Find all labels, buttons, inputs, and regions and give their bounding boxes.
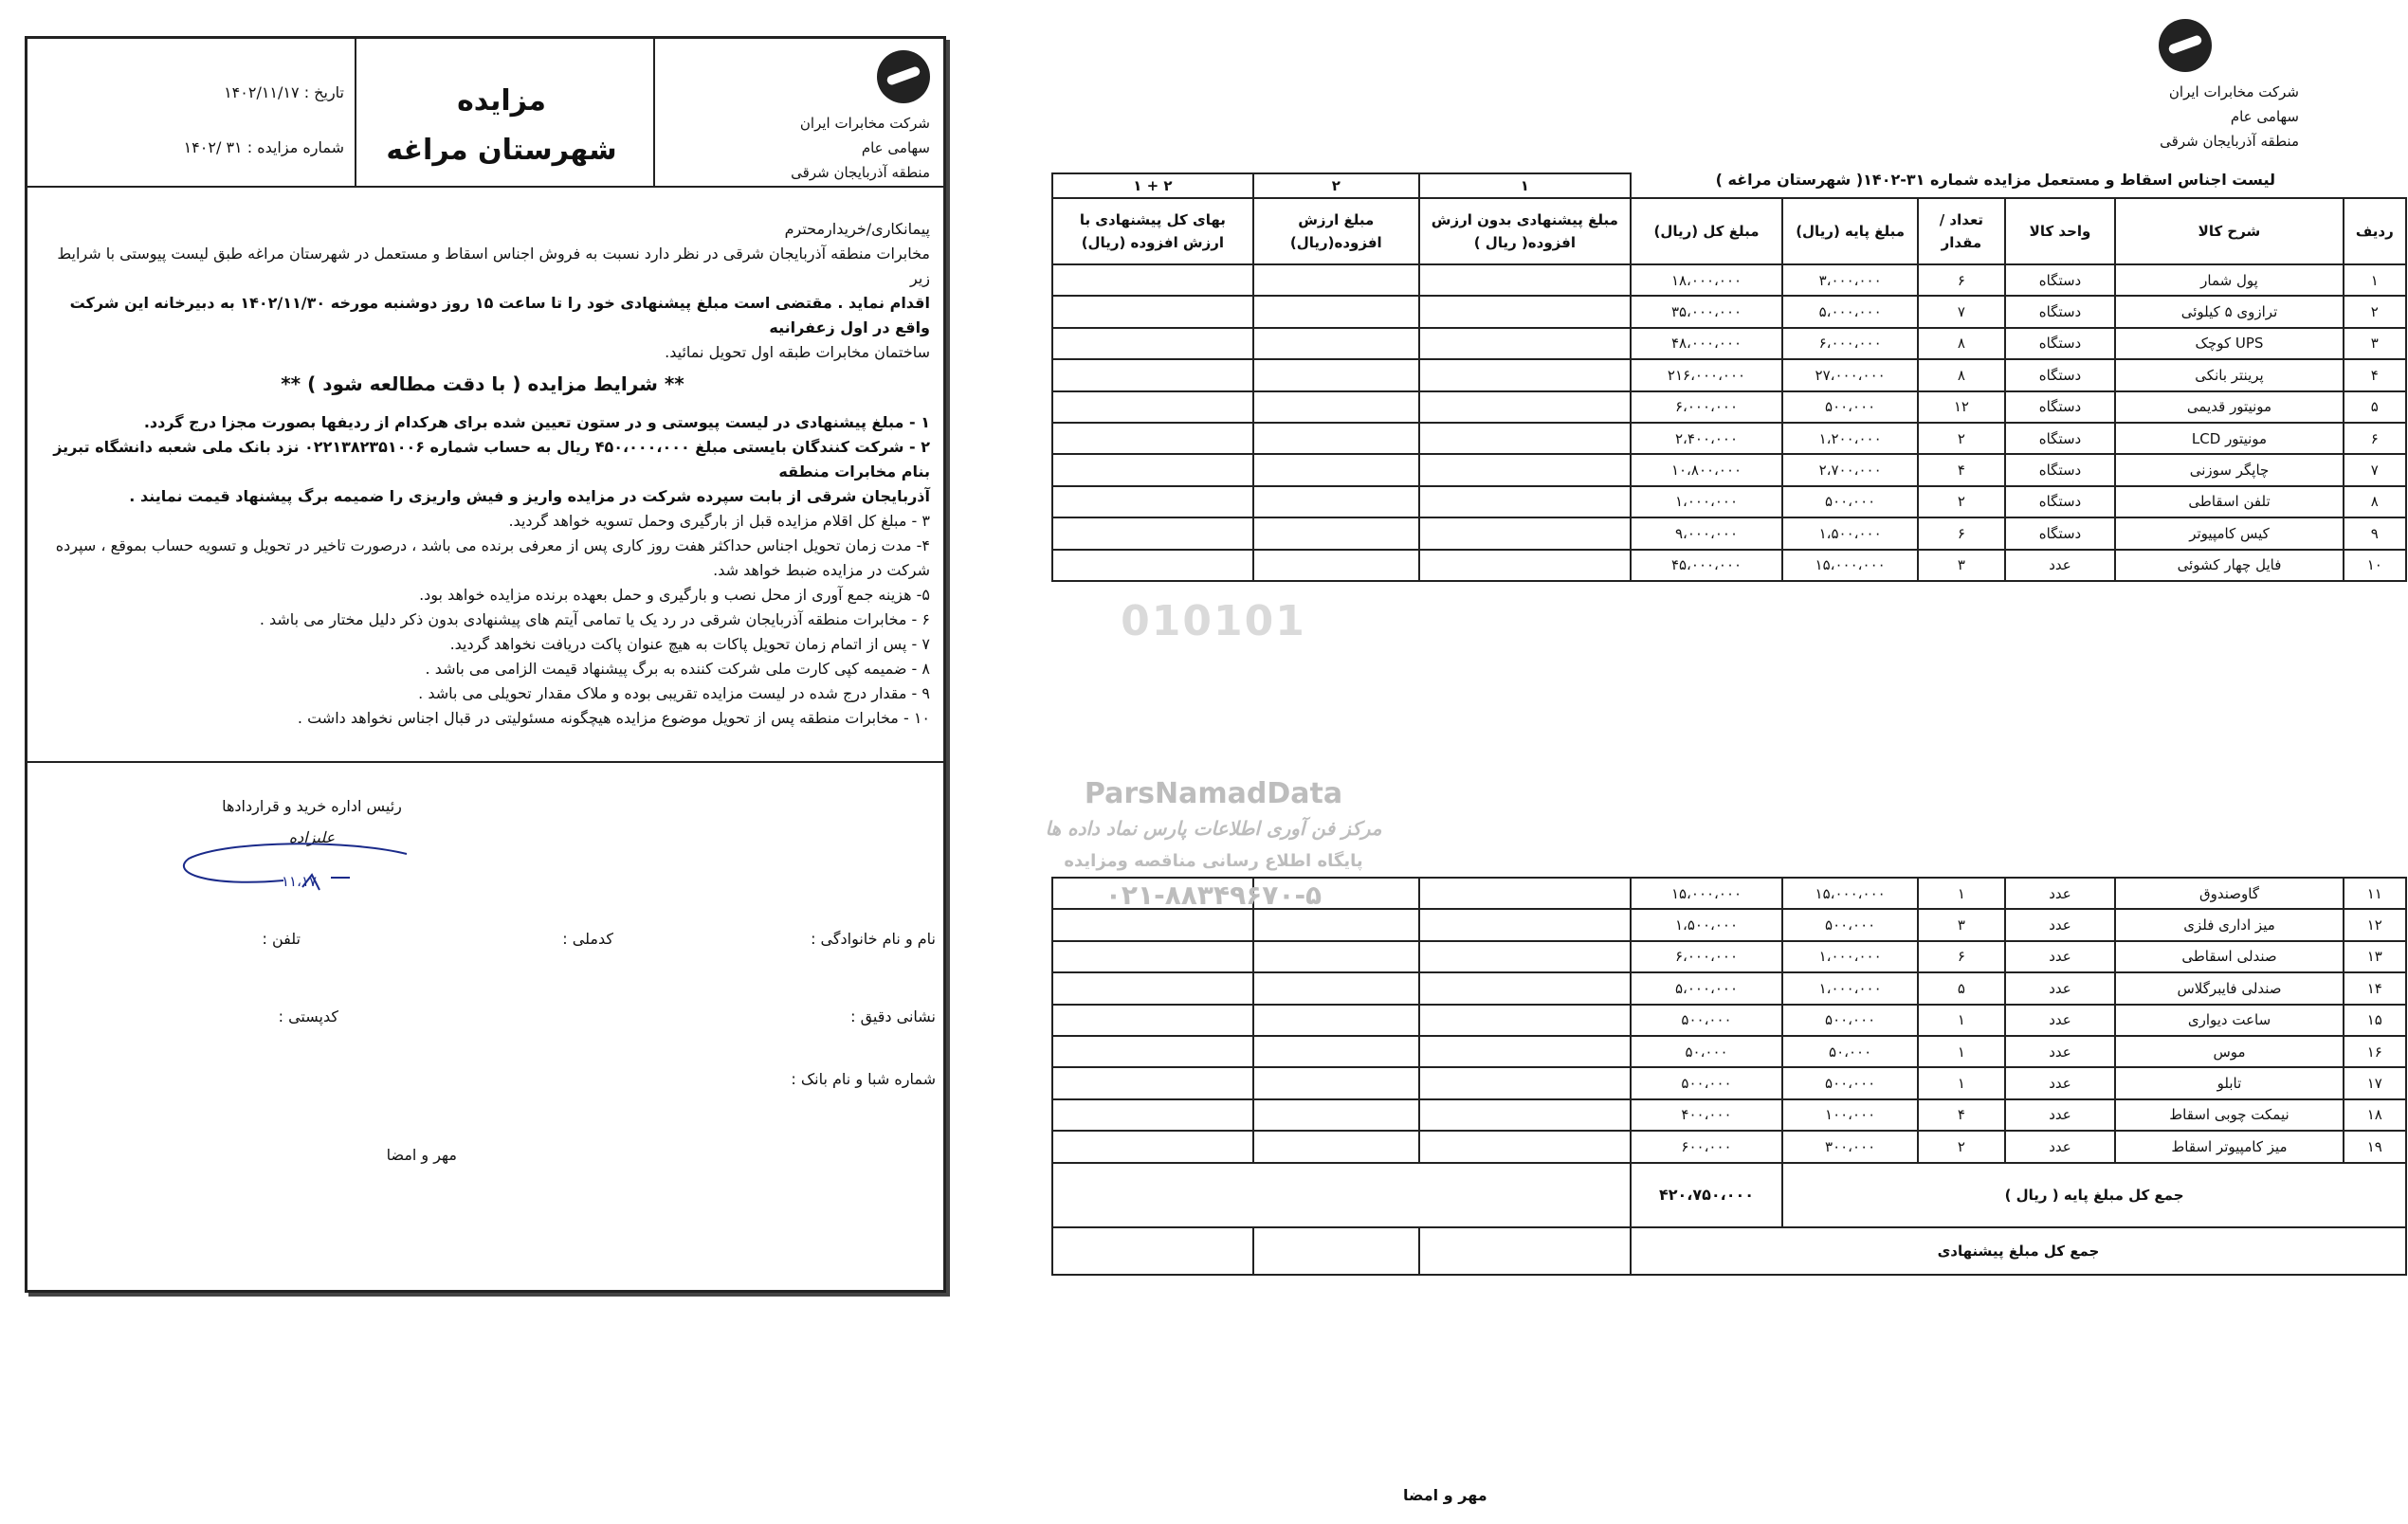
- table-row: [1052, 1067, 2406, 1098]
- row-number-cell: ۱۱: [2344, 878, 2406, 909]
- quantity-cell: ۴: [1918, 1099, 2005, 1131]
- total-price-cell: ۱،۰۰۰،۰۰۰: [1631, 486, 1782, 517]
- header-vat: مبلغ ارزش افزوده(ریال): [1253, 198, 1419, 264]
- total-price-cell: ۹،۰۰۰،۰۰۰: [1631, 517, 1782, 549]
- description-cell: نیمکت چوبی اسقاط: [2115, 1099, 2343, 1131]
- vat-input-cell[interactable]: [1253, 941, 1419, 972]
- grand-total-input-cell[interactable]: [1052, 423, 1253, 454]
- unit-cell: عدد: [2005, 1036, 2116, 1067]
- row-number-cell: ۱۸: [2344, 1099, 2406, 1131]
- company-region: منطقه آذربایجان شرقی: [2160, 133, 2299, 150]
- quantity-cell: ۲: [1918, 423, 2005, 454]
- row-number-cell: ۱۵: [2344, 1005, 2406, 1036]
- base-price-cell: ۱۰۰،۰۰۰: [1782, 1099, 1918, 1131]
- total-price-cell: ۴۰۰،۰۰۰: [1631, 1099, 1782, 1131]
- row-number-cell: ۷: [2344, 454, 2406, 485]
- header-grand-total: بهای کل پیشنهادی با ارزش افزوده (ریال): [1052, 198, 1253, 264]
- grand-total-input-cell[interactable]: [1052, 909, 1253, 940]
- telecom-logo-icon: [877, 50, 930, 103]
- description-cell: پرینتر بانکی: [2115, 359, 2343, 390]
- description-cell: گاوصندوق: [2115, 878, 2343, 909]
- total-price-cell: ۵۰،۰۰۰: [1631, 1036, 1782, 1067]
- base-price-cell: ۵،۰۰۰،۰۰۰: [1782, 296, 1918, 327]
- quantity-cell: ۱: [1918, 878, 2005, 909]
- bid-input-cell[interactable]: [1419, 517, 1631, 549]
- sum-base-value: ۴۲۰،۷۵۰،۰۰۰: [1631, 1163, 1782, 1227]
- table-row: [1052, 296, 2406, 327]
- total-price-cell: ۵،۰۰۰،۰۰۰: [1631, 972, 1782, 1004]
- description-cell: میز اداری فلزی: [2115, 909, 2343, 940]
- table-row: [1052, 1131, 2406, 1162]
- unit-cell: عدد: [2005, 1005, 2116, 1036]
- description-cell: صندلی اسقاطی: [2115, 941, 2343, 972]
- greeting: پیمانکاری/خریدارمحترم: [784, 220, 930, 238]
- quantity-cell: ۱۲: [1918, 391, 2005, 423]
- table-row: [1052, 328, 2406, 359]
- row-number-cell: ۸: [2344, 486, 2406, 517]
- row-number-cell: ۱۶: [2344, 1036, 2406, 1067]
- bid-input-cell[interactable]: [1419, 296, 1631, 327]
- description-cell: صندلی فایبرگلاس: [2115, 972, 2343, 1004]
- row-number-cell: ۱۹: [2344, 1131, 2406, 1162]
- sum-bid-label: جمع کل مبلغ پیشنهادی: [1631, 1227, 2406, 1275]
- postal-code-label: کدپستی :: [278, 1007, 338, 1025]
- row-number-cell: ۵: [2344, 391, 2406, 423]
- grand-total-input-cell[interactable]: [1052, 1131, 1253, 1162]
- bid-input-cell[interactable]: [1419, 391, 1631, 423]
- description-cell: موس: [2115, 1036, 2343, 1067]
- bid-input-cell[interactable]: [1419, 264, 1631, 296]
- row-number-cell: ۱: [2344, 264, 2406, 296]
- row-number-cell: ۱۳: [2344, 941, 2406, 972]
- sum-base-label: جمع کل مبلغ پایه ( ریال ): [1782, 1163, 2406, 1227]
- bid-input-cell[interactable]: [1419, 423, 1631, 454]
- row-number-cell: ۳: [2344, 328, 2406, 359]
- quantity-cell: ۶: [1918, 264, 2005, 296]
- bid-input-cell[interactable]: [1419, 1005, 1631, 1036]
- telecom-logo-icon: [2159, 19, 2212, 72]
- row-number-cell: ۱۲: [2344, 909, 2406, 940]
- quantity-cell: ۶: [1918, 517, 2005, 549]
- watermark-phone: ۰۲۱-۸۸۳۴۹۶۷۰-۵: [1104, 880, 1323, 911]
- items-table-part2: [1051, 877, 2407, 1276]
- condition-item: ۷ - پس از اتمام زمان تحویل پاکات به هیچ عنوان پاکت دریافت نخواهد گردید.: [449, 635, 930, 653]
- grand-total-input-cell[interactable]: [1052, 296, 1253, 327]
- bid-input-cell[interactable]: [1419, 878, 1631, 909]
- description-cell: تلفن اسقاطی: [2115, 486, 2343, 517]
- bid-input-cell[interactable]: [1419, 1067, 1631, 1098]
- base-price-cell: ۱۵،۰۰۰،۰۰۰: [1782, 878, 1918, 909]
- base-price-cell: ۱،۰۰۰،۰۰۰: [1782, 941, 1918, 972]
- table-row: [1052, 941, 2406, 972]
- vat-input-cell[interactable]: [1253, 550, 1419, 581]
- condition-item: ۹ - مقدار درج شده در لیست مزایده تقریبی بوده و ملاک مقدار تحویلی می باشد .: [418, 684, 930, 702]
- conditions-title: ** شرایط مزایده ( با دقت مطالعه شود ) **: [281, 372, 684, 395]
- unit-cell: عدد: [2005, 909, 2116, 940]
- quantity-cell: ۳: [1918, 909, 2005, 940]
- intro-line: ساختمان مخابرات طبقه اول تحویل نمائید.: [665, 343, 930, 361]
- quantity-cell: ۶: [1918, 941, 2005, 972]
- vat-input-cell[interactable]: [1253, 1005, 1419, 1036]
- quantity-cell: ۳: [1918, 550, 2005, 581]
- table-row: [1052, 391, 2406, 423]
- signature-divider: [27, 761, 943, 763]
- notice-header: [27, 39, 943, 188]
- row-number-cell: ۲: [2344, 296, 2406, 327]
- unit-cell: دستگاه: [2005, 296, 2116, 327]
- quantity-cell: ۲: [1918, 1131, 2005, 1162]
- total-price-cell: ۲،۴۰۰،۰۰۰: [1631, 423, 1782, 454]
- watermark-line1: مرکز فن آوری اطلاعات پارس نماد داده ها: [1045, 817, 1382, 840]
- header-quantity: تعداد / مقدار: [1918, 198, 2005, 264]
- description-cell: تابلو: [2115, 1067, 2343, 1098]
- total-price-cell: ۶۰۰،۰۰۰: [1631, 1131, 1782, 1162]
- table-row: [1052, 264, 2406, 296]
- bid-input-cell[interactable]: [1419, 486, 1631, 517]
- vat-input-cell[interactable]: [1253, 486, 1419, 517]
- company-type: سهامی عام: [861, 139, 930, 156]
- grand-total-input-cell[interactable]: [1052, 1005, 1253, 1036]
- description-cell: مونیتور LCD: [2115, 423, 2343, 454]
- right-stamp-label: مهر و امضا: [1403, 1486, 1487, 1504]
- base-price-cell: ۳،۰۰۰،۰۰۰: [1782, 264, 1918, 296]
- header-total-price: مبلغ کل (ریال): [1631, 198, 1782, 264]
- vat-input-cell[interactable]: [1253, 909, 1419, 940]
- description-cell: میز کامپیوتر اسقاط: [2115, 1131, 2343, 1162]
- bid-input-cell[interactable]: [1419, 1131, 1631, 1162]
- vat-input-cell[interactable]: [1253, 359, 1419, 390]
- condition-item: ۱ - مبلغ پیشنهادی در لیست پیوستی و در ستون تعیین شده برای هرکدام از ردیفها بصورت مجزا درج گردد.: [143, 413, 930, 431]
- total-price-cell: ۶،۰۰۰،۰۰۰: [1631, 941, 1782, 972]
- bid-input-cell[interactable]: [1419, 941, 1631, 972]
- bid-input-cell[interactable]: [1419, 454, 1631, 485]
- condition-item: ۲ - شرکت کنندگان بایستی مبلغ ۴۵۰،۰۰۰،۰۰۰ ریال به حساب شماره ۰۲۲۱۳۸۲۳۵۱۰۰۶ نزد بانک ملی شعبه دانشگاه تبریز بنام مخابرات منطقه: [53, 438, 930, 481]
- unit-cell: عدد: [2005, 878, 2116, 909]
- grand-total-input-cell[interactable]: [1052, 359, 1253, 390]
- notice-meta: [41, 65, 344, 175]
- header-bid-no-vat: مبلغ پیشنهادی بدون ارزش افزوده( ریال ): [1419, 198, 1631, 264]
- sum-base-empty: [1052, 1163, 1253, 1227]
- base-price-cell: ۵۰،۰۰۰: [1782, 1036, 1918, 1067]
- unit-cell: دستگاه: [2005, 454, 2116, 485]
- row-number-cell: ۴: [2344, 359, 2406, 390]
- description-cell: UPS کوچک: [2115, 328, 2343, 359]
- items-table-part1: [1051, 172, 2407, 582]
- title-city: شهرستان مراغه: [386, 134, 617, 167]
- company-name: شرکت مخابرات ایران: [799, 115, 930, 132]
- col-number-2: ۲: [1253, 173, 1419, 198]
- items-body-part2: [1052, 878, 2406, 1163]
- header-row-no: ردیف: [2344, 198, 2406, 264]
- grand-total-input-cell[interactable]: [1052, 550, 1253, 581]
- sum-bid-cell[interactable]: [1419, 1227, 1631, 1275]
- base-price-cell: ۳۰۰،۰۰۰: [1782, 1131, 1918, 1162]
- table-row: [1052, 517, 2406, 549]
- total-price-cell: ۶،۰۰۰،۰۰۰: [1631, 391, 1782, 423]
- grand-total-input-cell[interactable]: [1052, 486, 1253, 517]
- table-row: [1052, 1036, 2406, 1067]
- signer-name: علیزاده: [288, 828, 336, 846]
- total-price-cell: ۱۰،۸۰۰،۰۰۰: [1631, 454, 1782, 485]
- vat-input-cell[interactable]: [1253, 423, 1419, 454]
- conditions-list: [39, 410, 930, 731]
- total-price-cell: ۱،۵۰۰،۰۰۰: [1631, 909, 1782, 940]
- table-row: [1052, 454, 2406, 485]
- unit-cell: عدد: [2005, 1067, 2116, 1098]
- condition-item: آذربایجان شرقی از بابت سپرده شرکت در مزایده واریز و فیش واریزی را ضمیمه برگ پیشنهاد قیمت نمایند .: [129, 487, 930, 505]
- bid-input-cell[interactable]: [1419, 359, 1631, 390]
- address-label: نشانی دقیق :: [850, 1007, 936, 1025]
- table-row: [1052, 909, 2406, 940]
- unit-cell: عدد: [2005, 941, 2116, 972]
- unit-cell: عدد: [2005, 972, 2116, 1004]
- bid-input-cell[interactable]: [1419, 972, 1631, 1004]
- vat-input-cell[interactable]: [1253, 517, 1419, 549]
- title-auction: مزایده: [457, 84, 546, 118]
- auction-notice-page: [25, 36, 946, 1293]
- company-type: سهامی عام: [2230, 108, 2299, 125]
- phone-label: تلفن :: [262, 930, 301, 948]
- signer-title: رئیس اداره خرید و قراردادها: [222, 797, 402, 815]
- vat-input-cell[interactable]: [1253, 264, 1419, 296]
- items-list-title: لیست اجناس اسقاط و مستعمل مزایده شماره ۳۱-۱۴۰۲( شهرستان مراغه ): [1715, 171, 2275, 189]
- grand-total-input-cell[interactable]: [1052, 1036, 1253, 1067]
- condition-item: ۶ - مخابرات منطقه آذربایجان شرقی در رد یک یا تمامی آیتم های پیشنهادی بدون ذکر دلیل مختار می باشد .: [259, 610, 930, 628]
- unit-cell: دستگاه: [2005, 328, 2116, 359]
- company-region: منطقه آذربایجان شرقی: [791, 164, 930, 181]
- intro-line: مخابرات منطقه آذربایجان شرقی در نظر دارد نسبت به فروش اجناس اسقاط و مستعمل در شهرستان مراغه طبق لیست پیوستی با شرایط زیر: [57, 245, 930, 287]
- table-row: [1052, 550, 2406, 581]
- base-price-cell: ۵۰۰،۰۰۰: [1782, 391, 1918, 423]
- watermark-line2: پایگاه اطلاع رسانی مناقصه ومزایده: [1064, 851, 1363, 871]
- condition-item: شرکت در مزایده ضبط خواهد شد.: [713, 561, 930, 579]
- description-cell: ترازوی ۵ کیلوئی: [2115, 296, 2343, 327]
- number-label: شماره مزایده :: [246, 138, 344, 156]
- row-number-cell: ۶: [2344, 423, 2406, 454]
- vat-input-cell[interactable]: [1253, 1067, 1419, 1098]
- bid-input-cell[interactable]: [1419, 1036, 1631, 1067]
- vat-input-cell[interactable]: [1253, 296, 1419, 327]
- description-cell: مونیتور قدیمی: [2115, 391, 2343, 423]
- quantity-cell: ۱: [1918, 1005, 2005, 1036]
- sheba-label: شماره شبا و نام بانک :: [791, 1070, 936, 1088]
- date-label: تاریخ :: [303, 83, 344, 101]
- number-value: ۳۱ /۱۴۰۲: [183, 138, 243, 156]
- condition-item: ۵- هزینه جمع آوری از محل نصب و بارگیری و حمل بعهده برنده مزایده خواهد بود.: [419, 586, 930, 604]
- vat-input-cell[interactable]: [1253, 972, 1419, 1004]
- base-price-cell: ۲۷،۰۰۰،۰۰۰: [1782, 359, 1918, 390]
- unit-cell: عدد: [2005, 550, 2116, 581]
- header-base-price: مبلغ پایه (ریال): [1782, 198, 1918, 264]
- description-cell: ساعت دیواری: [2115, 1005, 2343, 1036]
- base-price-cell: ۵۰۰،۰۰۰: [1782, 486, 1918, 517]
- description-cell: چاپگر سوزنی: [2115, 454, 2343, 485]
- quantity-cell: ۵: [1918, 972, 2005, 1004]
- vat-input-cell[interactable]: [1253, 391, 1419, 423]
- sum-base-empty: [1253, 1163, 1419, 1227]
- table-row: [1052, 1099, 2406, 1131]
- base-price-cell: ۱۵،۰۰۰،۰۰۰: [1782, 550, 1918, 581]
- total-price-cell: ۵۰۰،۰۰۰: [1631, 1005, 1782, 1036]
- row-number-cell: ۹: [2344, 517, 2406, 549]
- sum-bid-cell[interactable]: [1052, 1227, 1253, 1275]
- company-logo-block: [693, 50, 930, 185]
- table-row: [1052, 359, 2406, 390]
- unit-cell: عدد: [2005, 1131, 2116, 1162]
- bid-input-cell[interactable]: [1419, 1099, 1631, 1131]
- quantity-cell: ۲: [1918, 486, 2005, 517]
- notice-title: [369, 77, 634, 175]
- unit-cell: دستگاه: [2005, 517, 2116, 549]
- condition-item: ۳ - مبلغ کل اقلام مزایده قبل از بارگیری وحمل تسویه خواهد گردید.: [508, 512, 930, 530]
- col-number-1: ۱: [1419, 173, 1631, 198]
- items-body-part1: [1052, 264, 2406, 581]
- right-company-logo-block: [2071, 19, 2299, 154]
- name-label: نام و نام خانوادگی :: [811, 930, 936, 948]
- unit-cell: عدد: [2005, 1099, 2116, 1131]
- vat-input-cell[interactable]: [1253, 328, 1419, 359]
- handwritten-signature-icon: [170, 835, 416, 901]
- quantity-cell: ۱: [1918, 1067, 2005, 1098]
- total-price-cell: ۳۵،۰۰۰،۰۰۰: [1631, 296, 1782, 327]
- vat-input-cell[interactable]: [1253, 1036, 1419, 1067]
- description-cell: فایل چهار کشوئی: [2115, 550, 2343, 581]
- table-row: [1052, 972, 2406, 1004]
- base-price-cell: ۶،۰۰۰،۰۰۰: [1782, 328, 1918, 359]
- company-name: شرکت مخابرات ایران: [2168, 83, 2299, 100]
- row-number-cell: ۱۰: [2344, 550, 2406, 581]
- grand-total-input-cell[interactable]: [1052, 328, 1253, 359]
- base-price-cell: ۵۰۰،۰۰۰: [1782, 909, 1918, 940]
- grand-total-input-cell[interactable]: [1052, 264, 1253, 296]
- grand-total-input-cell[interactable]: [1052, 1099, 1253, 1131]
- stamp-signature-label: مهر و امضا: [386, 1146, 457, 1164]
- notice-intro: [39, 217, 930, 365]
- sum-base-empty: [1419, 1163, 1631, 1227]
- unit-cell: دستگاه: [2005, 391, 2116, 423]
- total-price-cell: ۴۵،۰۰۰،۰۰۰: [1631, 550, 1782, 581]
- grand-total-input-cell[interactable]: [1052, 972, 1253, 1004]
- bid-input-cell[interactable]: [1419, 550, 1631, 581]
- header-description: شرح کالا: [2115, 198, 2343, 264]
- description-cell: پول شمار: [2115, 264, 2343, 296]
- watermark-brand: ParsNamadData: [1084, 777, 1343, 810]
- col-number-3: ۲ + ۱: [1052, 173, 1253, 198]
- signature-date: ۱۱،۱۷: [282, 873, 318, 890]
- header-unit: واحد کالا: [2005, 198, 2116, 264]
- unit-cell: دستگاه: [2005, 359, 2116, 390]
- watermark-binary: 010101: [1121, 597, 1306, 645]
- date-value: ۱۴۰۲/۱۱/۱۷: [224, 83, 300, 101]
- total-price-cell: ۱۸،۰۰۰،۰۰۰: [1631, 264, 1782, 296]
- base-price-cell: ۲،۷۰۰،۰۰۰: [1782, 454, 1918, 485]
- base-price-cell: ۵۰۰،۰۰۰: [1782, 1005, 1918, 1036]
- base-price-cell: ۱،۲۰۰،۰۰۰: [1782, 423, 1918, 454]
- header-divider: [653, 39, 655, 186]
- header-divider: [355, 39, 356, 186]
- description-cell: کیس کامپیوتر: [2115, 517, 2343, 549]
- total-price-cell: ۴۸،۰۰۰،۰۰۰: [1631, 328, 1782, 359]
- total-price-cell: ۲۱۶،۰۰۰،۰۰۰: [1631, 359, 1782, 390]
- bid-input-cell[interactable]: [1419, 328, 1631, 359]
- vat-input-cell[interactable]: [1253, 454, 1419, 485]
- table-row: [1052, 423, 2406, 454]
- table-row: [1052, 1005, 2406, 1036]
- vat-input-cell[interactable]: [1253, 1099, 1419, 1131]
- condition-item: ۴- مدت زمان تحویل اجناس حداکثر هفت روز کاری پس از معرفی برنده می باشد ، درصورت تاخیر در تحویل و تسویه حساب بموقع ، سپرده: [55, 536, 930, 554]
- bidder-form: [35, 930, 936, 1214]
- grand-total-input-cell[interactable]: [1052, 391, 1253, 423]
- grand-total-input-cell[interactable]: [1052, 454, 1253, 485]
- sum-bid-cell[interactable]: [1253, 1227, 1419, 1275]
- table-row: [1052, 486, 2406, 517]
- condition-item: ۱۰ - مخابرات منطقه پس از تحویل موضوع مزایده هیچگونه مسئولیتی در قبال اجناس نخواهد داشت .: [297, 709, 930, 727]
- intro-line: اقدام نماید . مقتضی است مبلغ پیشنهادی خود را تا ساعت ۱۵ روز دوشنبه مورخه ۱۴۰۲/۱۱/۳۰ به دبیرخانه این شرکت واقع در اول زعفرانیه: [69, 294, 930, 336]
- national-id-label: کدملی :: [562, 930, 613, 948]
- grand-total-input-cell[interactable]: [1052, 1067, 1253, 1098]
- grand-total-input-cell[interactable]: [1052, 517, 1253, 549]
- condition-item: ۸ - ضمیمه کپی کارت ملی شرکت کننده به برگ پیشنهاد قیمت الزامی می باشد .: [425, 660, 930, 678]
- unit-cell: دستگاه: [2005, 264, 2116, 296]
- total-price-cell: ۵۰۰،۰۰۰: [1631, 1067, 1782, 1098]
- quantity-cell: ۴: [1918, 454, 2005, 485]
- total-price-cell: ۱۵،۰۰۰،۰۰۰: [1631, 878, 1782, 909]
- base-price-cell: ۱،۰۰۰،۰۰۰: [1782, 972, 1918, 1004]
- row-number-cell: ۱۴: [2344, 972, 2406, 1004]
- quantity-cell: ۱: [1918, 1036, 2005, 1067]
- row-number-cell: ۱۷: [2344, 1067, 2406, 1098]
- grand-total-input-cell[interactable]: [1052, 941, 1253, 972]
- quantity-cell: ۸: [1918, 359, 2005, 390]
- unit-cell: دستگاه: [2005, 423, 2116, 454]
- quantity-cell: ۷: [1918, 296, 2005, 327]
- quantity-cell: ۸: [1918, 328, 2005, 359]
- base-price-cell: ۱،۵۰۰،۰۰۰: [1782, 517, 1918, 549]
- vat-input-cell[interactable]: [1253, 1131, 1419, 1162]
- bid-input-cell[interactable]: [1419, 909, 1631, 940]
- unit-cell: دستگاه: [2005, 486, 2116, 517]
- base-price-cell: ۵۰۰،۰۰۰: [1782, 1067, 1918, 1098]
